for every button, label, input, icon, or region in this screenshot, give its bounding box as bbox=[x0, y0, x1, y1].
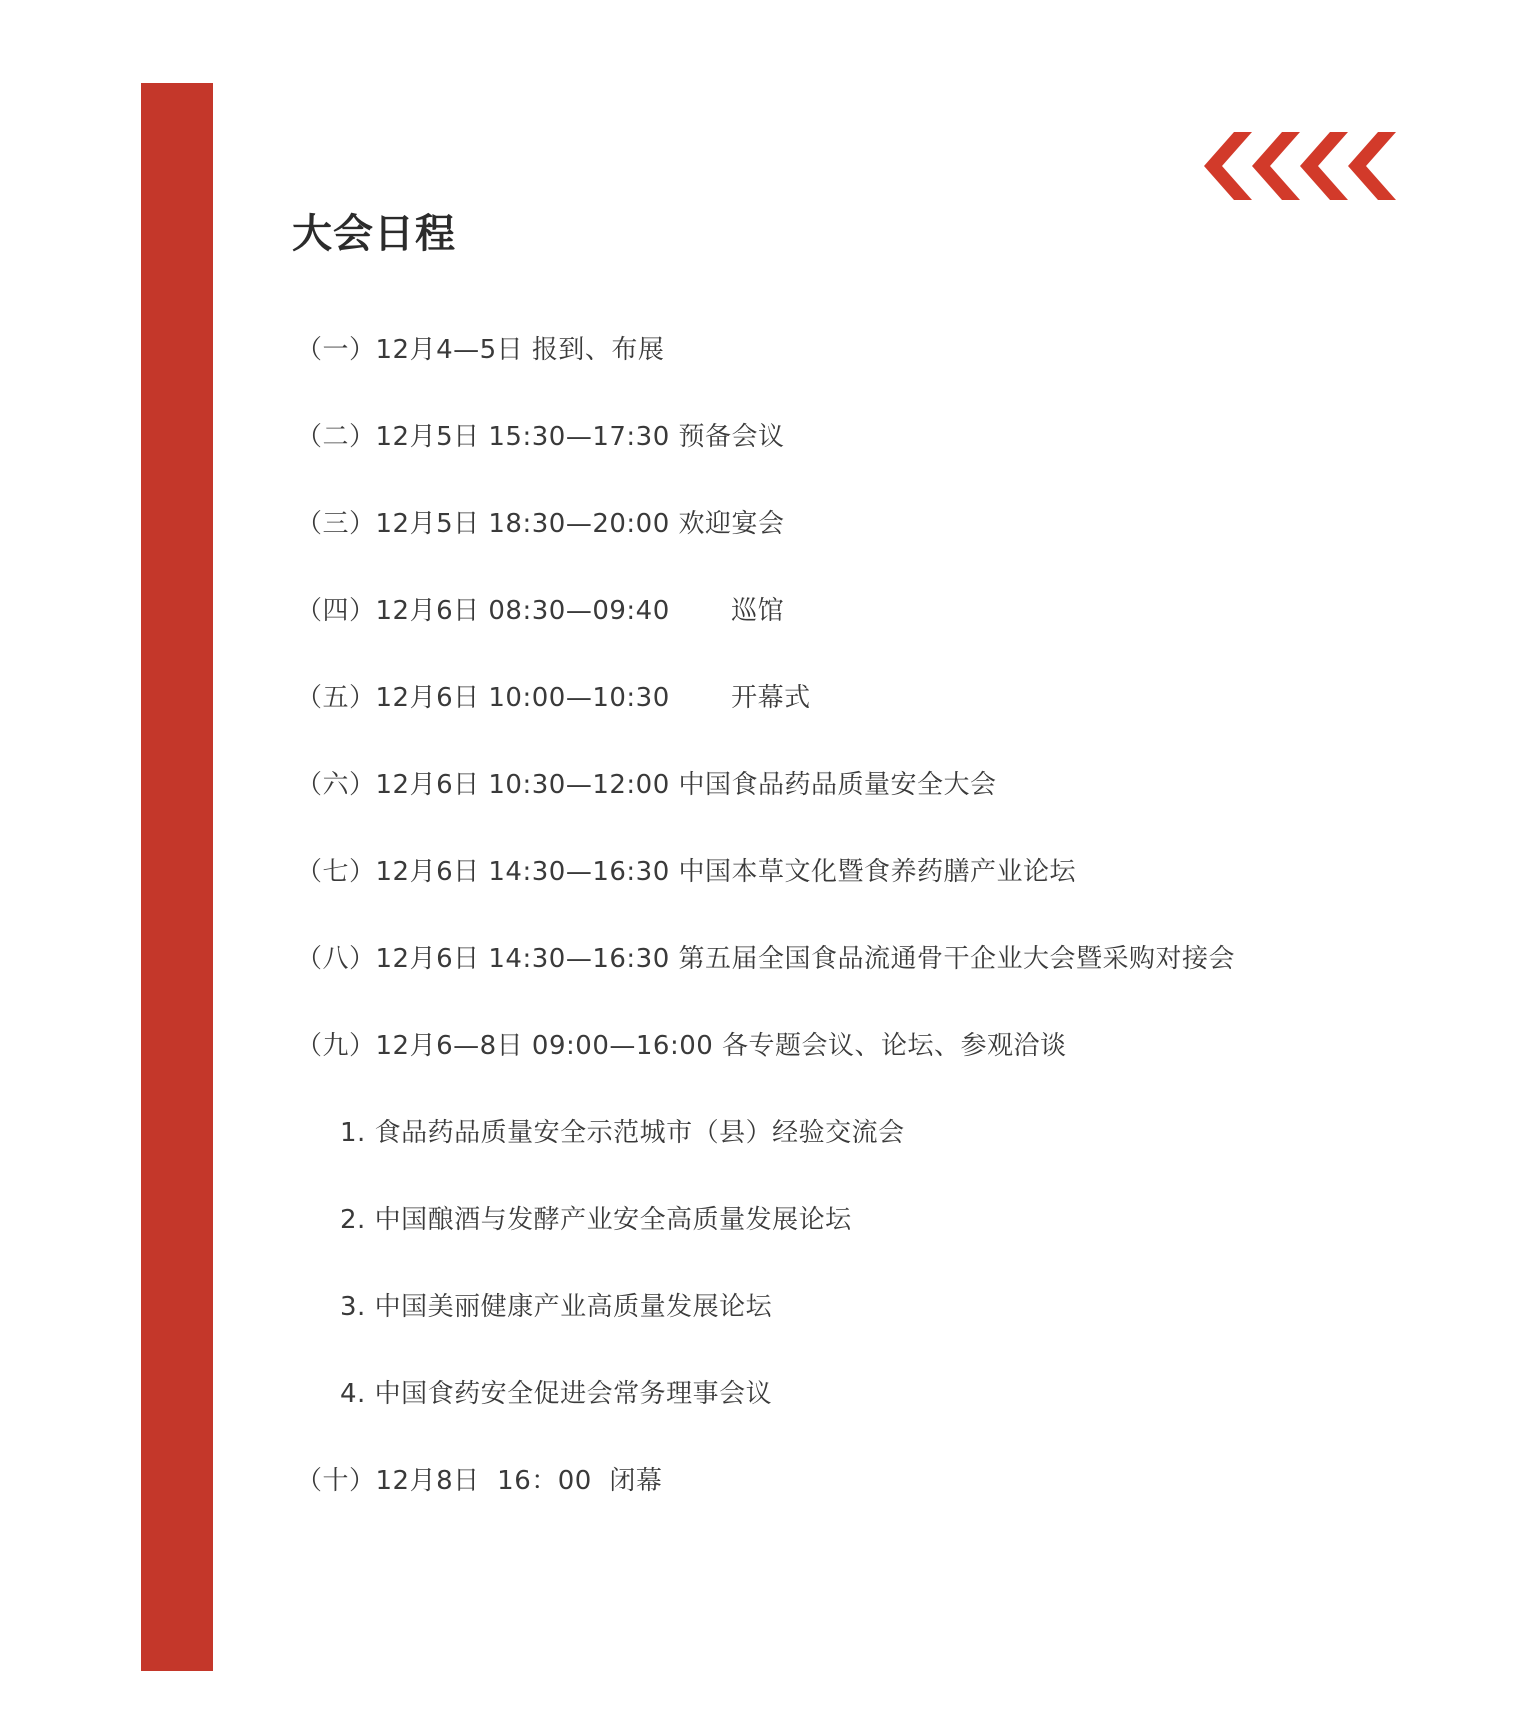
schedule-item: （十）12月8日 16：00 闭幕 bbox=[296, 1466, 663, 1496]
chevrons-left-icon bbox=[1204, 132, 1398, 200]
schedule-item: （七）12月6日 14:30—16:30 中国本草文化暨食养药膳产业论坛 bbox=[296, 857, 1077, 887]
schedule-subitem: 2. 中国酿酒与发酵产业安全高质量发展论坛 bbox=[340, 1205, 852, 1235]
schedule-item: （五）12月6日 10:00—10:30 开幕式 bbox=[296, 683, 811, 713]
schedule-item: （六）12月6日 10:30—12:00 中国食品药品质量安全大会 bbox=[296, 770, 997, 800]
schedule-item: （三）12月5日 18:30—20:00 欢迎宴会 bbox=[296, 509, 785, 539]
red-side-bar bbox=[141, 83, 213, 1671]
schedule-item: （四）12月6日 08:30—09:40 巡馆 bbox=[296, 596, 785, 626]
schedule-item: （八）12月6日 14:30—16:30 第五届全国食品流通骨干企业大会暨采购对接会 bbox=[296, 944, 1236, 974]
schedule-subitem: 1. 食品药品质量安全示范城市（县）经验交流会 bbox=[340, 1118, 905, 1148]
schedule-item: （二）12月5日 15:30—17:30 预备会议 bbox=[296, 422, 785, 452]
page-title: 大会日程 bbox=[292, 211, 456, 257]
schedule-subitem: 3. 中国美丽健康产业高质量发展论坛 bbox=[340, 1292, 773, 1322]
schedule-item: （九）12月6—8日 09:00—16:00 各专题会议、论坛、参观洽谈 bbox=[296, 1031, 1067, 1061]
schedule-item: （一）12月4—5日 报到、布展 bbox=[296, 335, 665, 365]
schedule-subitem: 4. 中国食药安全促进会常务理事会议 bbox=[340, 1379, 773, 1409]
schedule-list bbox=[296, 330, 1235, 1548]
